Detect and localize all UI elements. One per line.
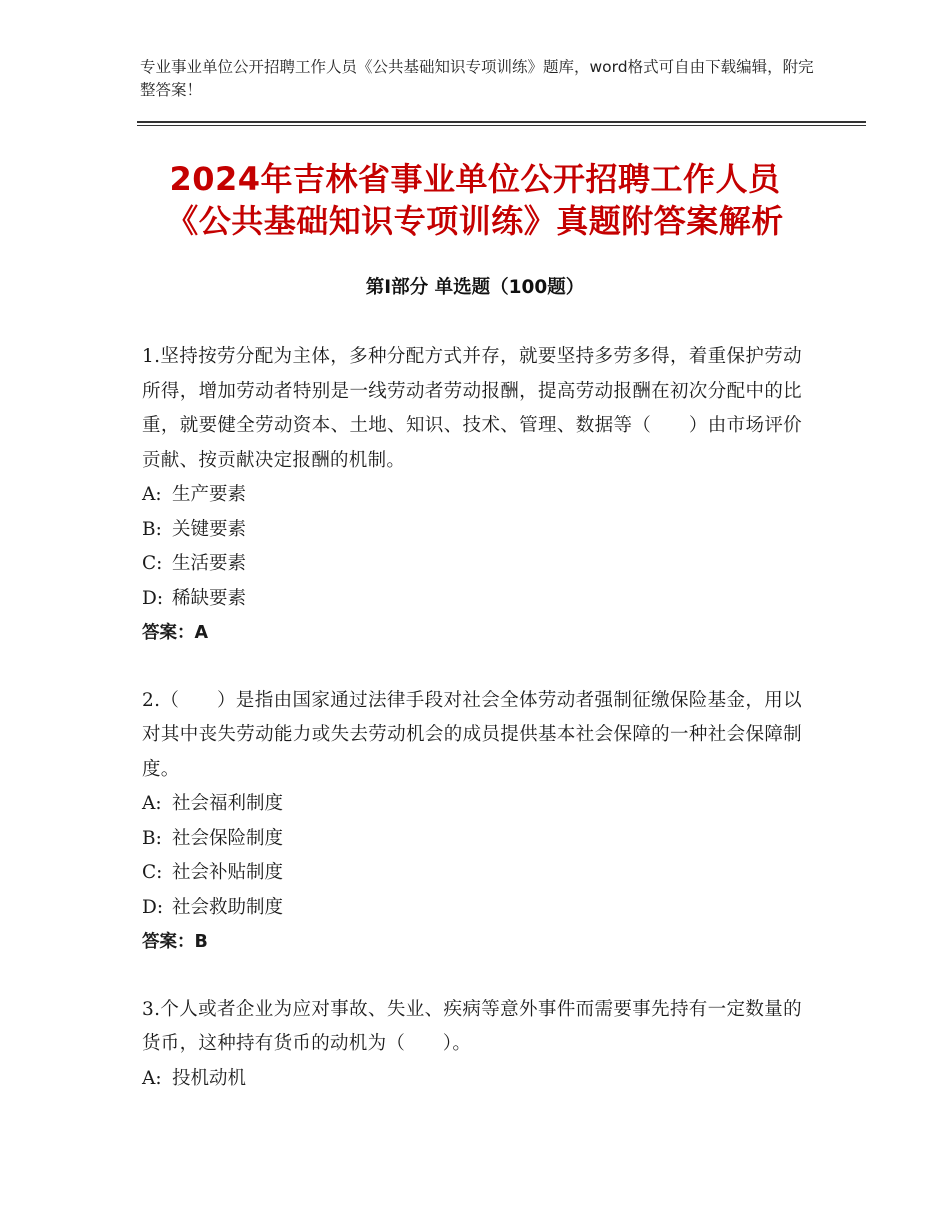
section-heading: 第Ⅰ部分 单选题（100题） (365, 277, 585, 298)
option-b (142, 513, 802, 548)
option-a (142, 787, 802, 822)
page-title (100, 158, 850, 242)
option-d (142, 582, 802, 617)
option-text: 稀缺要素 (172, 587, 247, 609)
option-label: A: (142, 793, 162, 814)
header-divider (137, 121, 866, 126)
option-a (142, 478, 802, 513)
option-label: D: (142, 896, 164, 918)
option-d (142, 891, 802, 926)
option-c (142, 856, 802, 891)
question-stem: 2.（ ）是指由国家通过法律手段对社会全体劳动者强制征缴保险基金，用以对其中丧失劳动能力或失去劳动机会的成员提供基本社会保障的一种社会保障制度。 (142, 689, 802, 780)
title-line-2: 《公共基础知识专项训练》真题附答案解析 (166, 202, 784, 240)
title-line-1: 2024年吉林省事业单位公开招聘工作人员 (169, 160, 781, 198)
question-stem: 3.个人或者企业为应对事故、失业、疾病等意外事件而需要事先持有一定数量的货币，这种持有货币的动机为（ ）。 (142, 998, 802, 1054)
answer: 答案：A (142, 623, 209, 643)
header-note: 专业事业单位公开招聘工作人员《公共基础知识专项训练》题库，word格式可自由下载编辑，附完整答案！ (140, 58, 814, 99)
question-3 (142, 993, 802, 1097)
question-2 (142, 684, 802, 960)
option-text: 生产要素 (172, 484, 247, 505)
question-list (142, 340, 802, 1129)
option-text: 生活要素 (172, 553, 247, 574)
answer: 答案：B (142, 932, 208, 952)
option-label: D: (142, 587, 164, 609)
option-text: 投机动机 (172, 1067, 247, 1089)
option-label: B: (142, 518, 162, 540)
option-text: 关键要素 (172, 518, 247, 540)
option-text: 社会救助制度 (172, 896, 284, 918)
option-label: C: (142, 862, 163, 883)
option-text: 社会补贴制度 (172, 862, 284, 883)
question-1 (142, 340, 802, 651)
option-a (142, 1062, 802, 1097)
option-label: A: (142, 1067, 162, 1089)
option-text: 社会保险制度 (172, 827, 284, 849)
option-c (142, 547, 802, 582)
option-label: B: (142, 827, 162, 849)
option-b (142, 822, 802, 857)
option-label: A: (142, 484, 162, 505)
question-stem: 1.坚持按劳分配为主体，多种分配方式并存，就要坚持多劳多得，着重保护劳动所得，增加劳动者特别是一线劳动者劳动报酬，提高劳动报酬在初次分配中的比重，就要健全劳动资本、土地、知识、技术、管理、数据等（ ）由市场评价贡献、按贡献决定报酬的机制。 (142, 346, 802, 471)
option-text: 社会福利制度 (172, 793, 284, 814)
option-label: C: (142, 553, 163, 574)
